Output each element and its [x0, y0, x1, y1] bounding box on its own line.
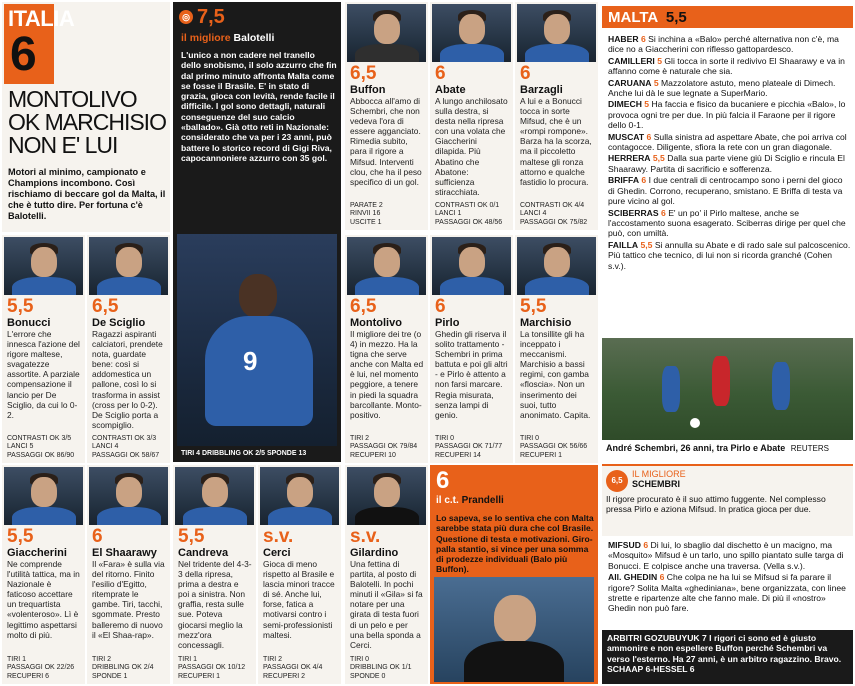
malta-migliore-box	[602, 464, 853, 536]
player-description: L'errore che innesca l'azione del rigore maltese, svagatezze assortite. A parziale compensazione il lancio per De Sciglio, da cui lo 0-2.	[7, 329, 80, 420]
stat-line: LANCI 4	[92, 443, 119, 451]
malta-migliore-name: SCHEMBRI	[632, 479, 681, 489]
player-card-montolivo	[345, 235, 428, 463]
malta-player-score: 6	[646, 131, 652, 142]
player-description: Nel tridente del 4-3-3 della ripresa, prima a destra e poi a sinistra. Non graffia, resta sulle sue. Poteva giocarsi meglio la mezz'ora concessagli.	[178, 559, 252, 650]
migliore-score: 7,5	[197, 6, 225, 28]
kit-shape	[268, 507, 332, 525]
malta-player-name: FAILLA	[608, 239, 639, 250]
balotelli-photo	[177, 234, 337, 446]
malta-player-text: Di lui, lo sbaglio dal dischetto è un macigno, ma «Mosquito» Mifsud è un tarlo, uno spillo piantato sulle targa di Bonucci. E colpisce anche una traversa. (Vella s.v.).	[608, 540, 844, 571]
player-card-body	[7, 297, 81, 420]
malta-player-score: 6	[641, 175, 647, 186]
head-shape	[374, 14, 400, 44]
stat-line: CONTRASTI OK 0/1	[435, 201, 500, 209]
stat-line: TIRI 0	[435, 434, 455, 442]
player-score: 6	[92, 526, 103, 547]
player-card-body	[520, 297, 594, 420]
stat-line: TIRI 0	[520, 434, 540, 442]
player-stats	[435, 202, 510, 227]
prandelli-photo	[434, 577, 594, 682]
stat-line: TIRI 1	[7, 655, 27, 663]
head-shape	[459, 247, 485, 277]
malta-rating-item	[608, 132, 851, 153]
malta-player-score: 5	[644, 99, 650, 110]
player-card-body	[7, 527, 81, 640]
player-photo	[347, 237, 426, 295]
player-card-gilardino	[345, 465, 428, 684]
head-shape	[31, 247, 57, 277]
malta-player-name: SCIBERRAS	[608, 207, 659, 218]
player-card-body	[178, 527, 252, 650]
head-shape	[31, 477, 57, 507]
photo-caption: André Schembri, 26 anni, tra Pirlo e Abate	[606, 443, 786, 453]
kit-shape	[440, 44, 504, 62]
stat-line: PASSAGGI OK 75/82	[520, 218, 588, 226]
malta-panel	[602, 2, 853, 684]
migliore-badge-icon: ◎	[179, 10, 193, 24]
player-card-marchisio	[515, 235, 598, 463]
malta-migliore-score: 6,5	[606, 470, 628, 492]
stat-line: PASSAGGI OK 56/66	[520, 443, 588, 451]
malta-player-score: 6	[659, 572, 665, 583]
kit-shape	[12, 277, 76, 295]
stat-line: RECUPERI 6	[7, 672, 50, 680]
player-photo	[260, 467, 339, 525]
malta-migliore-label: IL MIGLIORE	[632, 469, 686, 479]
kit-shape	[97, 507, 161, 525]
malta-player-text: Sulla sinistra ad aspettare Abate, che poi arriva col contagocce. Diligente, sfiora la rete con un gran diagonale.	[608, 131, 847, 153]
player-description: Ne comprende l'utilità tattica, ma in Nazionale è faticoso accettare un trequartista «volenteroso». Lì è legittimo aspettarsi molto di più.	[7, 559, 80, 640]
player-description: A lui e a Bonucci tocca in sorte Mifsud, che è un «rompi rompone». Barza ha la scorza, ma il piccoletto maltese gli ronza attorno e qualche fastidio lo procura.	[520, 96, 592, 187]
malta-rating-item	[608, 99, 851, 130]
player-card-bonucci	[2, 235, 85, 463]
ct-score: 6	[436, 467, 450, 494]
malta-player-name: All. GHEDIN	[608, 572, 658, 583]
player-score: 6,5	[350, 63, 377, 84]
malta-player-score: 6	[643, 540, 649, 550]
player-score: 6	[435, 296, 446, 317]
photo-credit: REUTERS	[790, 444, 829, 453]
stat-line: CONTRASTI OK 4/4	[520, 201, 585, 209]
player-name: Barzagli	[520, 84, 563, 96]
player-photo	[517, 237, 596, 295]
player-card-cerci	[258, 465, 341, 684]
stat-line: DRIBBLING OK 1/1	[350, 664, 412, 672]
player-card-giaccherini	[2, 465, 85, 684]
malta-rating-item	[608, 208, 851, 239]
player-name: Marchisio	[520, 317, 572, 329]
stat-line: RECUPERI 10	[350, 451, 396, 459]
player-card-pirlo	[430, 235, 513, 463]
stat-line: RECUPERI 14	[435, 451, 481, 459]
player-card-body	[435, 64, 509, 197]
italia-summary: Motori al minimo, campionato e Champions incombono. Così rischiamo di beccare gol da Malta, il che è tutto dire. Per fortuna c'è Balotelli.	[8, 167, 166, 221]
player-score: 5,5	[178, 526, 205, 547]
player-name: Cerci	[263, 547, 291, 559]
kit-shape	[12, 507, 76, 525]
player-card-candreva	[173, 465, 256, 684]
head-shape	[116, 247, 142, 277]
stat-line: PASSAGGI OK 4/4	[263, 664, 323, 672]
malta-player-text: Ha faccia e fisico da bucaniere e picchia «Balo», lo provoca ogni tre per due. In più falcia il Faraone per il rigore dello 0-1.	[608, 99, 846, 131]
head-shape	[459, 14, 485, 44]
malta-player-name: HERRERA	[608, 153, 651, 164]
player-photo	[89, 237, 168, 295]
malta-rating-item	[608, 240, 851, 271]
head-shape	[544, 14, 570, 44]
player-description: Gioca di meno rispetto al Brasile e lascia minori tracce di sé. Anche lui, forse, fatica a motivarsi contro i semi-professionisti maltesi.	[263, 559, 335, 640]
head-shape	[202, 477, 228, 507]
kit-shape	[97, 277, 161, 295]
photo-caption-line	[606, 443, 853, 453]
malta-player-name: BRIFFA	[608, 175, 640, 186]
italia-headline: MONTOLIVO OK MARCHISIO NON E' LUI	[8, 86, 166, 158]
player-blue-2	[772, 362, 790, 410]
prandelli-suit	[464, 641, 564, 682]
player-photo	[517, 4, 596, 62]
player-card-body	[350, 527, 424, 650]
player-name: Pirlo	[435, 317, 460, 329]
malta-player-text: Mazzolatore astuto, meno plateale di Dimech. Anche lui dà le sue legnate a SuperMario.	[608, 77, 836, 99]
player-stats	[435, 435, 510, 460]
malta-player-score: 5,5	[652, 153, 665, 164]
malta-player-text: Si inchina a «Balo» perché alternativa non c'è, ma dice no a Giaccherini con riflesso gattopardesco.	[608, 34, 839, 55]
ct-label-line	[436, 495, 504, 506]
player-stats	[92, 656, 167, 681]
player-stats	[350, 202, 425, 227]
player-description: Ragazzi aspiranti calciatori, prendete nota, guardate bene: così si addomestica un pallone, così lo si trasforma in assist (cross per lo 0-2). De Sciglio porta a scompiglio.	[92, 329, 163, 430]
player-name: Abate	[435, 84, 466, 96]
kit-shape	[355, 507, 419, 525]
stat-line: PARATE 2	[350, 201, 383, 209]
prandelli-head	[494, 595, 536, 643]
kit-shape	[525, 277, 589, 295]
player-description: Ghedin gli riserva il solito trattamento - Schembri in prima battuta e poi gli altri - e Pirlo è attento a non farsi marcare. Regia misurata, senza lampi di genio.	[435, 329, 508, 420]
malta-title: MALTA	[608, 9, 658, 26]
italia-score: 6	[10, 28, 37, 81]
malta-player-text: Che colpa ne ha lui se Mifsud si fa parare il rigore? Solita Malta «ghediniana», bene organizzata, con linee strette e ripartenze alte che fanno male. Di più il «nostro» Ghedin non può fare.	[608, 572, 846, 614]
malta-ratings-list-2	[608, 540, 851, 615]
player-score: s.v.	[263, 526, 294, 547]
stat-line: SPONDE 1	[92, 672, 128, 680]
head-shape	[544, 247, 570, 277]
kit-shape	[525, 44, 589, 62]
player-stats	[7, 656, 82, 681]
player-name: El Shaarawy	[92, 547, 157, 559]
player-card-buffon	[345, 2, 428, 230]
malta-rating-item	[608, 78, 851, 99]
player-red-1	[712, 356, 730, 406]
malta-score: 5,5	[665, 9, 687, 26]
player-description: Il «Fara» è sulla via del ritorno. Finito l'esilio d'Egitto, ritemprate le gambe. Tiri, tacchi, sgommate. Presto balleremo di nuovo il «El Shaa-rap».	[92, 559, 165, 640]
ct-text: Lo sapeva, se lo sentiva che con Malta sarebbe stata più dura che col Brasile. Questione di testa e motivazioni. Giro-palla stantio, si vince per una somma di prodezze individuali (Balo più Buffon).	[436, 513, 594, 575]
kit-shape	[183, 507, 247, 525]
player-blue-1	[662, 366, 680, 412]
malta-player-score: 5,5	[640, 239, 653, 250]
malta-rating-item	[608, 540, 851, 571]
stat-line: USCITE 1	[350, 218, 382, 226]
malta-player-name: MIFSUD	[608, 540, 641, 550]
player-description: Una fettina di partita, al posto di Balotelli. In pochi minuti il «Gila» si fa notare per una girata di testa fuori di un pelo e per una bella sponda a Cerci.	[350, 559, 423, 650]
ball-icon	[690, 418, 700, 428]
player-score: 6,5	[92, 296, 119, 317]
balotelli-number: 9	[243, 346, 258, 376]
stat-line: RINVII 16	[350, 210, 381, 218]
malta-rating-item	[608, 34, 851, 55]
malta-player-score: 5	[657, 55, 662, 66]
stat-line: PASSAGGI OK 86/90	[7, 451, 75, 459]
malta-player-text: I due centrali di centrocampo sono i perni del gioco di Ghedin. Corrono, recuperano, smistano. E Briffa di testa va pure vicino al gol.	[608, 175, 843, 207]
stat-line: PASSAGGI OK 48/56	[435, 218, 503, 226]
head-shape	[287, 477, 313, 507]
stat-line: TIRI 2	[350, 434, 370, 442]
stat-line: PASSAGGI OK 58/67	[92, 451, 160, 459]
malta-player-score: 6	[661, 207, 666, 218]
kit-shape	[355, 277, 419, 295]
player-stats	[520, 435, 595, 460]
player-description: A lungo anchilosato sulla destra, si desta nella ripresa con una volata che Giaccherini dilapida. Più Abatino che Abatone: sufficienza stiracchiata.	[435, 96, 508, 197]
stat-line: TIRI 2	[263, 655, 283, 663]
stat-line: PASSAGGI OK 79/84	[350, 443, 418, 451]
player-score: 5,5	[7, 526, 34, 547]
stat-line: DRIBBLING OK 2/4	[92, 664, 154, 672]
player-score: 5,5	[520, 296, 547, 317]
player-card-elshaarawy	[87, 465, 170, 684]
malta-player-text: Si annulla su Abate e di rado sale sul palcoscenico. Più tattico che tecnico, di lui non si ricorda granché (Cohen s.v.).	[608, 239, 851, 271]
player-description: La tonsillite gli ha inceppato i meccanismi. Marchisio a bassi regimi, con gamba «floscia». Non un inserimento dei suoi, tutto anonimato. Capita.	[520, 329, 591, 420]
stat-line: PASSAGGI OK 10/12	[178, 664, 246, 672]
player-card-body	[263, 527, 337, 640]
malta-rating-item	[608, 175, 851, 206]
malta-rating-item	[608, 153, 851, 174]
player-card-body	[520, 64, 594, 187]
player-card-body	[92, 527, 166, 640]
player-stats	[178, 656, 253, 681]
player-card-body	[350, 64, 424, 187]
malta-player-text: E' un po' il Pirlo maltese, anche se l'accostamento suona esagerato. Sciberras dirige per quel che può, con umiltà.	[608, 207, 846, 239]
migliore-label-line	[181, 32, 274, 44]
malta-player-text: Gli tocca in sorte il redivivo El Shaarawy e va in affanno come è naturale che sia.	[608, 55, 845, 77]
player-description: Abbocca all'amo di Schembri, che non vedeva l'ora di essere agganciato. Rimedia subito, para il rigore a Mifsud. Interventi clou, che ha il peso specifico di un gol.	[350, 96, 422, 187]
player-stats	[350, 656, 425, 681]
head-shape	[374, 477, 400, 507]
player-card-body	[435, 297, 509, 420]
player-name: De Sciglio	[92, 317, 146, 329]
schembri-photo	[602, 338, 853, 440]
malta-player-name: HABER	[608, 34, 639, 44]
italia-panel	[2, 2, 170, 232]
migliore-label: il migliore	[181, 32, 231, 44]
balotelli-head	[239, 274, 277, 318]
malta-player-name: CAMILLERI	[608, 55, 655, 66]
player-photo	[347, 4, 426, 62]
malta-player-name: DIMECH	[608, 99, 642, 110]
ct-label: il c.t.	[436, 495, 459, 506]
malta-player-score: 5	[653, 77, 659, 88]
head-shape	[116, 477, 142, 507]
player-stats	[92, 435, 167, 460]
stat-line: TIRI 2	[92, 655, 112, 663]
player-stats	[350, 435, 425, 460]
migliore-panel	[173, 2, 341, 462]
arbitri-box	[602, 630, 853, 684]
player-stats	[7, 435, 82, 460]
malta-ratings-list	[608, 34, 851, 272]
stat-line: TIRI 1	[178, 655, 198, 663]
player-card-body	[92, 297, 166, 430]
player-photo	[175, 467, 254, 525]
player-card-abate	[430, 2, 513, 230]
player-name: Buffon	[350, 84, 386, 96]
ct-panel	[430, 465, 598, 684]
stat-line: SPONDE 0	[350, 672, 386, 680]
malta-player-score: 6	[640, 34, 646, 44]
player-description: Il migliore dei tre (o 4) in mezzo. Ha la tigna che serve anche con Malta ed è lui, nel momento peggiore, a tenere in piedi la squadra barcollante. Monto-positivo.	[350, 329, 424, 420]
player-card-body	[350, 297, 424, 420]
stat-line: PASSAGGI OK 22/26	[7, 664, 75, 672]
stat-line: LANCI 1	[435, 210, 462, 218]
italia-title: ITALIA	[8, 6, 75, 31]
migliore-name: Balotelli	[233, 32, 275, 44]
player-photo	[347, 467, 426, 525]
stat-line: PASSAGGI OK 71/77	[435, 443, 503, 451]
player-name: Gilardino	[350, 547, 399, 559]
stat-line: RECUPERI 1	[178, 672, 221, 680]
kit-shape	[440, 277, 504, 295]
player-name: Bonucci	[7, 317, 51, 329]
malta-rating-item	[608, 572, 851, 614]
player-stats	[263, 656, 338, 681]
player-name: Montolivo	[350, 317, 402, 329]
stat-line: LANCI 4	[520, 210, 547, 218]
stat-line: RECUPERI 2	[263, 672, 306, 680]
balotelli-jersey	[205, 316, 313, 426]
player-score: 6	[435, 63, 446, 84]
player-name: Giaccherini	[7, 547, 67, 559]
migliore-stats: TIRI 4 DRIBBLING OK 2/5 SPONDE 13	[181, 450, 307, 457]
player-score: 5,5	[7, 296, 34, 317]
stat-line: TIRI 0	[350, 655, 370, 663]
player-photo	[432, 4, 511, 62]
malta-migliore-text: Il rigore procurato è il suo attimo fuggente. Nel complesso pressa Pirlo e azionа Mifsud. In pratica gioca per due.	[606, 494, 826, 515]
player-card-desciglio	[87, 235, 170, 463]
kit-shape	[355, 44, 419, 62]
malta-title-line	[608, 9, 687, 26]
arbitri-text: ARBITRI GOZUBUYUK 7 I rigori ci sono ed è giusto ammonire e non espellere Buffon perché Schembri va verso l'esterno. Ha 27 anni, è un arbitro ragazzino. Bravo. SCHAAP 6-HESSEL 6	[607, 633, 842, 675]
stat-line: CONTRASTI OK 3/3	[92, 434, 157, 442]
player-photo	[4, 237, 83, 295]
malta-player-text: Dalla sua parte viene giù Di Sciglio e rincula El Shaarawy. Partita di sacrificio e sofferenza.	[608, 153, 845, 174]
player-score: s.v.	[350, 526, 381, 547]
stat-line: CONTRASTI OK 3/5	[7, 434, 72, 442]
malta-player-name: MUSCAT	[608, 131, 645, 142]
player-score: 6	[520, 63, 531, 84]
player-score: 6,5	[350, 296, 377, 317]
stat-line: RECUPERI 1	[520, 451, 563, 459]
migliore-text: L'unico a non cadere nel tranello dello snobismo, il solo azzurro che fin dal primo minuto affronta Malta come se fosse il Brasile. E' in stato di grazia, gioca con levità, rende facile il difficile. I gol sono dettagli, naturali conseguenze del suo calcio «ballado». Già otto reti in Nazionale: considerato che va per i 23 anni, può battere lo storico record di Gigi Riva, capocannoniere azzurro con 35 gol.	[181, 50, 337, 163]
player-photo	[432, 237, 511, 295]
player-photo	[89, 467, 168, 525]
ct-name: Prandelli	[461, 495, 504, 506]
player-photo	[4, 467, 83, 525]
malta-rating-item	[608, 56, 851, 77]
malta-player-name: CARUANA	[608, 77, 652, 88]
player-card-barzagli	[515, 2, 598, 230]
head-shape	[374, 247, 400, 277]
player-name: Candreva	[178, 547, 229, 559]
player-stats	[520, 202, 595, 227]
stat-line: LANCI 5	[7, 443, 34, 451]
